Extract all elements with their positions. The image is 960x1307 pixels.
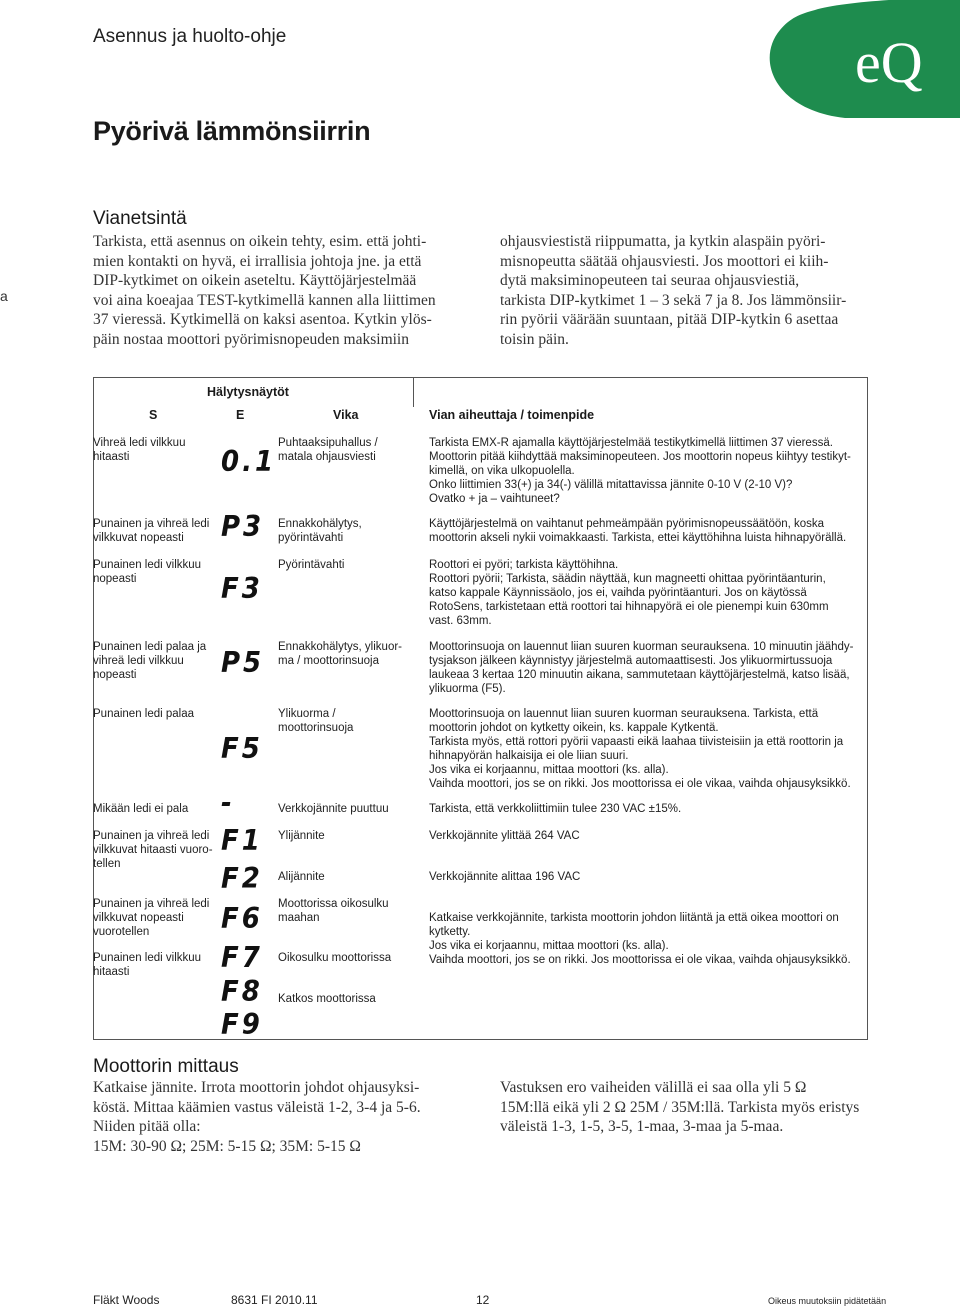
header-title: Asennus ja huolto-ohje (93, 26, 287, 47)
display-code: 0.1 (221, 445, 277, 479)
row-cause: Verkkojännite ylittää 264 VAC (429, 830, 580, 842)
row-status: Punainen ja vihreä ledi vilkkuvat nopeasti (93, 518, 210, 544)
eq-logo (755, 0, 960, 118)
row-status: Vihreä ledi vilkkuu hitaasti (93, 437, 186, 463)
row-status: Punainen ja vihreä ledi vilkkuvat hitaasti vuoro- tellen (93, 830, 213, 870)
row-status: Punainen ja vihreä ledi vilkkuvat nopeasti vuorotellen (93, 898, 210, 938)
row-cause: Katkaise verkkojännite, tarkista moottorin johdon liitäntä ja että oikea moottori on kytketty. Jos vika ei korjaannu, mittaa moottori (ks. alla). Vaihda moottori, jos se on rikki. Jos moottorissa ei ole vikaa, vaihda ohjausyksikkö. (429, 912, 851, 966)
row-status: Punainen ledi palaa ja vihreä ledi vilkkuu nopeasti (93, 641, 207, 681)
row-fault: Katkos moottorissa (278, 993, 376, 1005)
row-fault: Puhtaaksipuhallus / matala ohjausviesti (278, 437, 378, 463)
section-heading: Moottorin mittaus (93, 1056, 239, 1077)
col-header-cause: Vian aiheuttaja / toimenpide (429, 408, 595, 422)
col-header-s: S (149, 408, 158, 422)
display-code: F5 (221, 732, 263, 766)
display-code: F7 (221, 941, 263, 975)
troubleshooting-right: ohjausviestistä riippumatta, ja kytkin alaspäin pyöri- misnopeutta säätää ohjausviesti. Jos moottori ei kiih- dytä maksiminopeuteen tai seuraa ohjausviestiä, tarkista DIP-kytkimet 1 – 3 sekä 7 ja 8. Jos lämmönsiir- rin pyörii väärään suuntaan, pitää DIP-kytkin 6 asettaa toisin päin. (500, 233, 847, 348)
footer-doc: 8631 FI 2010.11 (231, 1293, 318, 1307)
table-divider (413, 377, 414, 407)
motor-right: Vastuksen ero vaiheiden välillä ei saa olla yli 5 Ω 15M:llä eikä yli 2 Ω 25M / 35M:llä. Tarkista myös eristys väleistä 1-3, 1-5, 3-5, 1-maa, 3-maa ja 5-maa. (500, 1079, 860, 1136)
row-status: Punainen ledi vilkkuu hitaasti (93, 952, 202, 978)
row-cause: Käyttöjärjestelmä on vaihtanut pehmeämpään pyörimisnopeussäätöön, koska moottorin akseli nykii voimakkaasti. Tarkista, ettei käyttöhihna luista hihnapyörällä. (429, 518, 847, 544)
row-cause: Moottorinsuoja on lauennut liian suuren kuorman seurauksena. Tarkista, että moottorin johdot on kytketty oikein, ks. kappale Kytkentä. Tarkista myös, että rottori pyörii vapaasti eikä laahaa tiivisteisiin ja että roottorin ja hihnapyörän halkaisija ei ole liian suuri. Jos vika ei korjaannu, mittaa moottori (ks. alla). Vaihda moottori, jos se on rikki. Jos moottorissa ei ole vikaa, vaihda ohjausyksikkö. (429, 708, 851, 790)
troubleshooting-left: Tarkista, että asennus on oikein tehty, esim. että johti- mien kontakti on hyvä, ei irrallisia johtoja jne. ja että DIP-kytkimet on oikein aseteltu. Käyttöjärjestelmää voi aina koeajaa TEST-kytkimellä kannen alla liittimen 37 vieressä. Kytkimellä on kaksi asentoa. Kytkin ylös- päin nostaa moottori pyörimisnopeuden maksimiin (93, 233, 436, 348)
row-fault: Ennakkohälytys, ylikuor- ma / moottorinsuoja (278, 641, 402, 667)
motor-left: Katkaise jännite. Irrota moottorin johdot ohjausyksi- köstä. Mittaa käämien vastus väleistä 1-2, 3-4 ja 5-6. Niiden pitää olla: 15M: 30-90 Ω; 25M: 5-15 Ω; 35M: 5-15 Ω (93, 1079, 421, 1155)
col-header-e: E (236, 408, 245, 422)
row-fault: Oikosulku moottorissa (278, 952, 392, 964)
section-heading: Vianetsintä (93, 208, 187, 229)
row-status: Mikään ledi ei pala (93, 803, 189, 815)
row-fault: Ennakkohälytys, pyörintävahti (278, 518, 362, 544)
display-code: P5 (221, 646, 265, 680)
display-code: F3 (221, 572, 263, 606)
row-fault: Alijännite (278, 871, 325, 883)
display-code: F8 (221, 975, 263, 1009)
display-code: F9 (221, 1008, 263, 1042)
logo-text: eQ (855, 30, 923, 95)
footer-page: 12 (476, 1293, 490, 1307)
display-code: P3 (221, 510, 265, 544)
footer-company: Fläkt Woods (93, 1293, 160, 1307)
display-code: F6 (221, 902, 263, 936)
display-code: F1 (221, 824, 263, 858)
row-cause: Tarkista EMX-R ajamalla käyttöjärjestelmää testikytkimellä liittimen 37 vieressä. Moottorin pitää kiihdyttää maksiminopeuteen. Jos moottorin nopeus kiihtyy testikyt- kimellä, on vika ulkopuolella. Onko liittimien 33(+) ja 34(-) välillä mitattavissa jännite 0-10 V (2-10 V)? Ovatko + ja – vaihtuneet? (429, 437, 851, 505)
row-cause: Moottorinsuoja on lauennut liian suuren kuorman seurauksena. 10 minuutin jäähdy- tysjakson jälkeen käynnistyy järjestelmä automaattisesti. Jos ylikuormirtussuoja laukeaa 3 kertaa 120 minuutin aikana, sammutetaan käyttöjärjestelmä, katso lisää, ylikuorma (F5). (429, 641, 854, 695)
clipped-margin-text: a (0, 288, 8, 304)
row-cause: Roottori ei pyöri; tarkista käyttöhihna. Roottori pyörii; Tarkista, säädin näyttää, kun magneetti ohittaa pyörintäanturin, katso kappale Käynnissäolo, jos ei, vaihda pyörintäanturi. Jos on käytössä RotoSens, tarkistetaan että roottori tai hihnapyörä ei ole pienempi kuin 630mm vast. 63mm. (429, 559, 829, 627)
page-title: Pyörivä lämmönsiirrin (93, 116, 371, 146)
footer-rights: Oikeus muutoksiin pidätetään (768, 1296, 887, 1306)
row-fault: Verkkojännite puuttuu (278, 803, 389, 815)
row-fault: Ylijännite (278, 830, 325, 842)
row-cause: Tarkista, että verkkoliittimiin tulee 230 VAC ±15%. (429, 803, 682, 815)
row-status: Punainen ledi palaa (93, 708, 195, 720)
table-title: Hälytysnäytöt (207, 385, 289, 399)
row-status: Punainen ledi vilkkuu nopeasti (93, 559, 202, 585)
display-code: - (221, 786, 235, 820)
row-cause: Verkkojännite alittaa 196 VAC (429, 871, 581, 883)
col-header-fault: Vika (333, 408, 359, 422)
row-fault: Moottorissa oikosulku maahan (278, 898, 389, 924)
row-fault: Ylikuorma / moottorinsuoja (278, 708, 354, 734)
row-fault: Pyörintävahti (278, 559, 345, 571)
display-code: F2 (221, 862, 263, 896)
